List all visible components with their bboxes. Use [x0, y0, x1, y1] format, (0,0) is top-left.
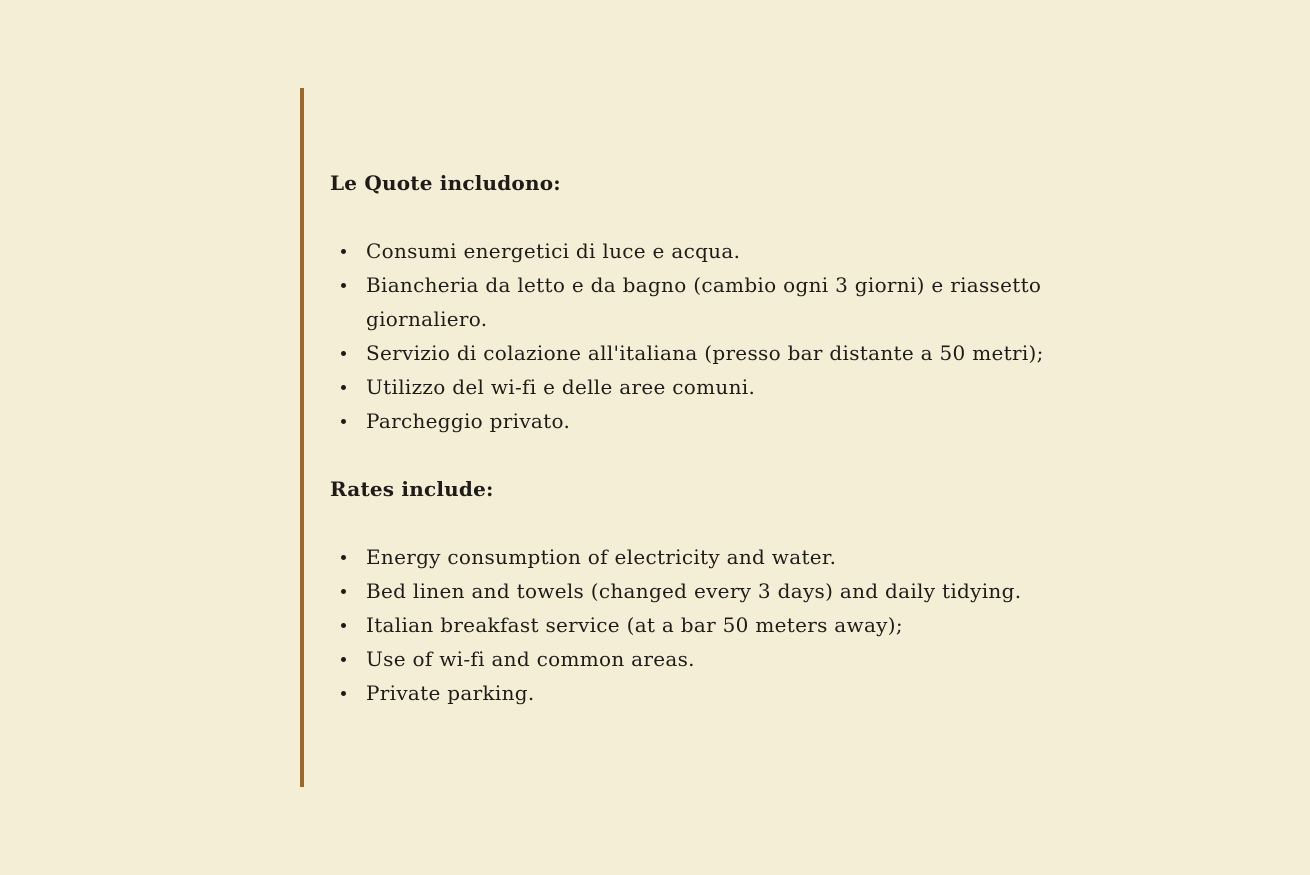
accent-vertical-rule — [300, 88, 304, 787]
list-item-line: giornaliero. — [366, 307, 488, 331]
rates-content — [330, 166, 1130, 710]
list-item: Servizio di colazione all'italiana (presso bar distante a 50 metri); — [330, 336, 1130, 370]
list-item: Use of wi-fi and common areas. — [330, 642, 1130, 676]
italian-list — [330, 234, 1130, 438]
english-heading: Rates include: — [330, 477, 494, 501]
english-list — [330, 540, 1130, 710]
list-item: Energy consumption of electricity and water. — [330, 540, 1130, 574]
list-item: Utilizzo del wi-fi e delle aree comuni. — [330, 370, 1130, 404]
list-item-line: Biancheria da letto e da bagno (cambio ogni 3 giorni) e riassetto — [366, 273, 1042, 297]
list-item: Parcheggio privato. — [330, 404, 1130, 438]
list-item: Consumi energetici di luce e acqua. — [330, 234, 1130, 268]
list-item — [330, 268, 1130, 336]
list-item: Private parking. — [330, 676, 1130, 710]
list-item: Italian breakfast service (at a bar 50 meters away); — [330, 608, 1130, 642]
list-item: Bed linen and towels (changed every 3 days) and daily tidying. — [330, 574, 1130, 608]
italian-heading: Le Quote includono: — [330, 171, 561, 195]
